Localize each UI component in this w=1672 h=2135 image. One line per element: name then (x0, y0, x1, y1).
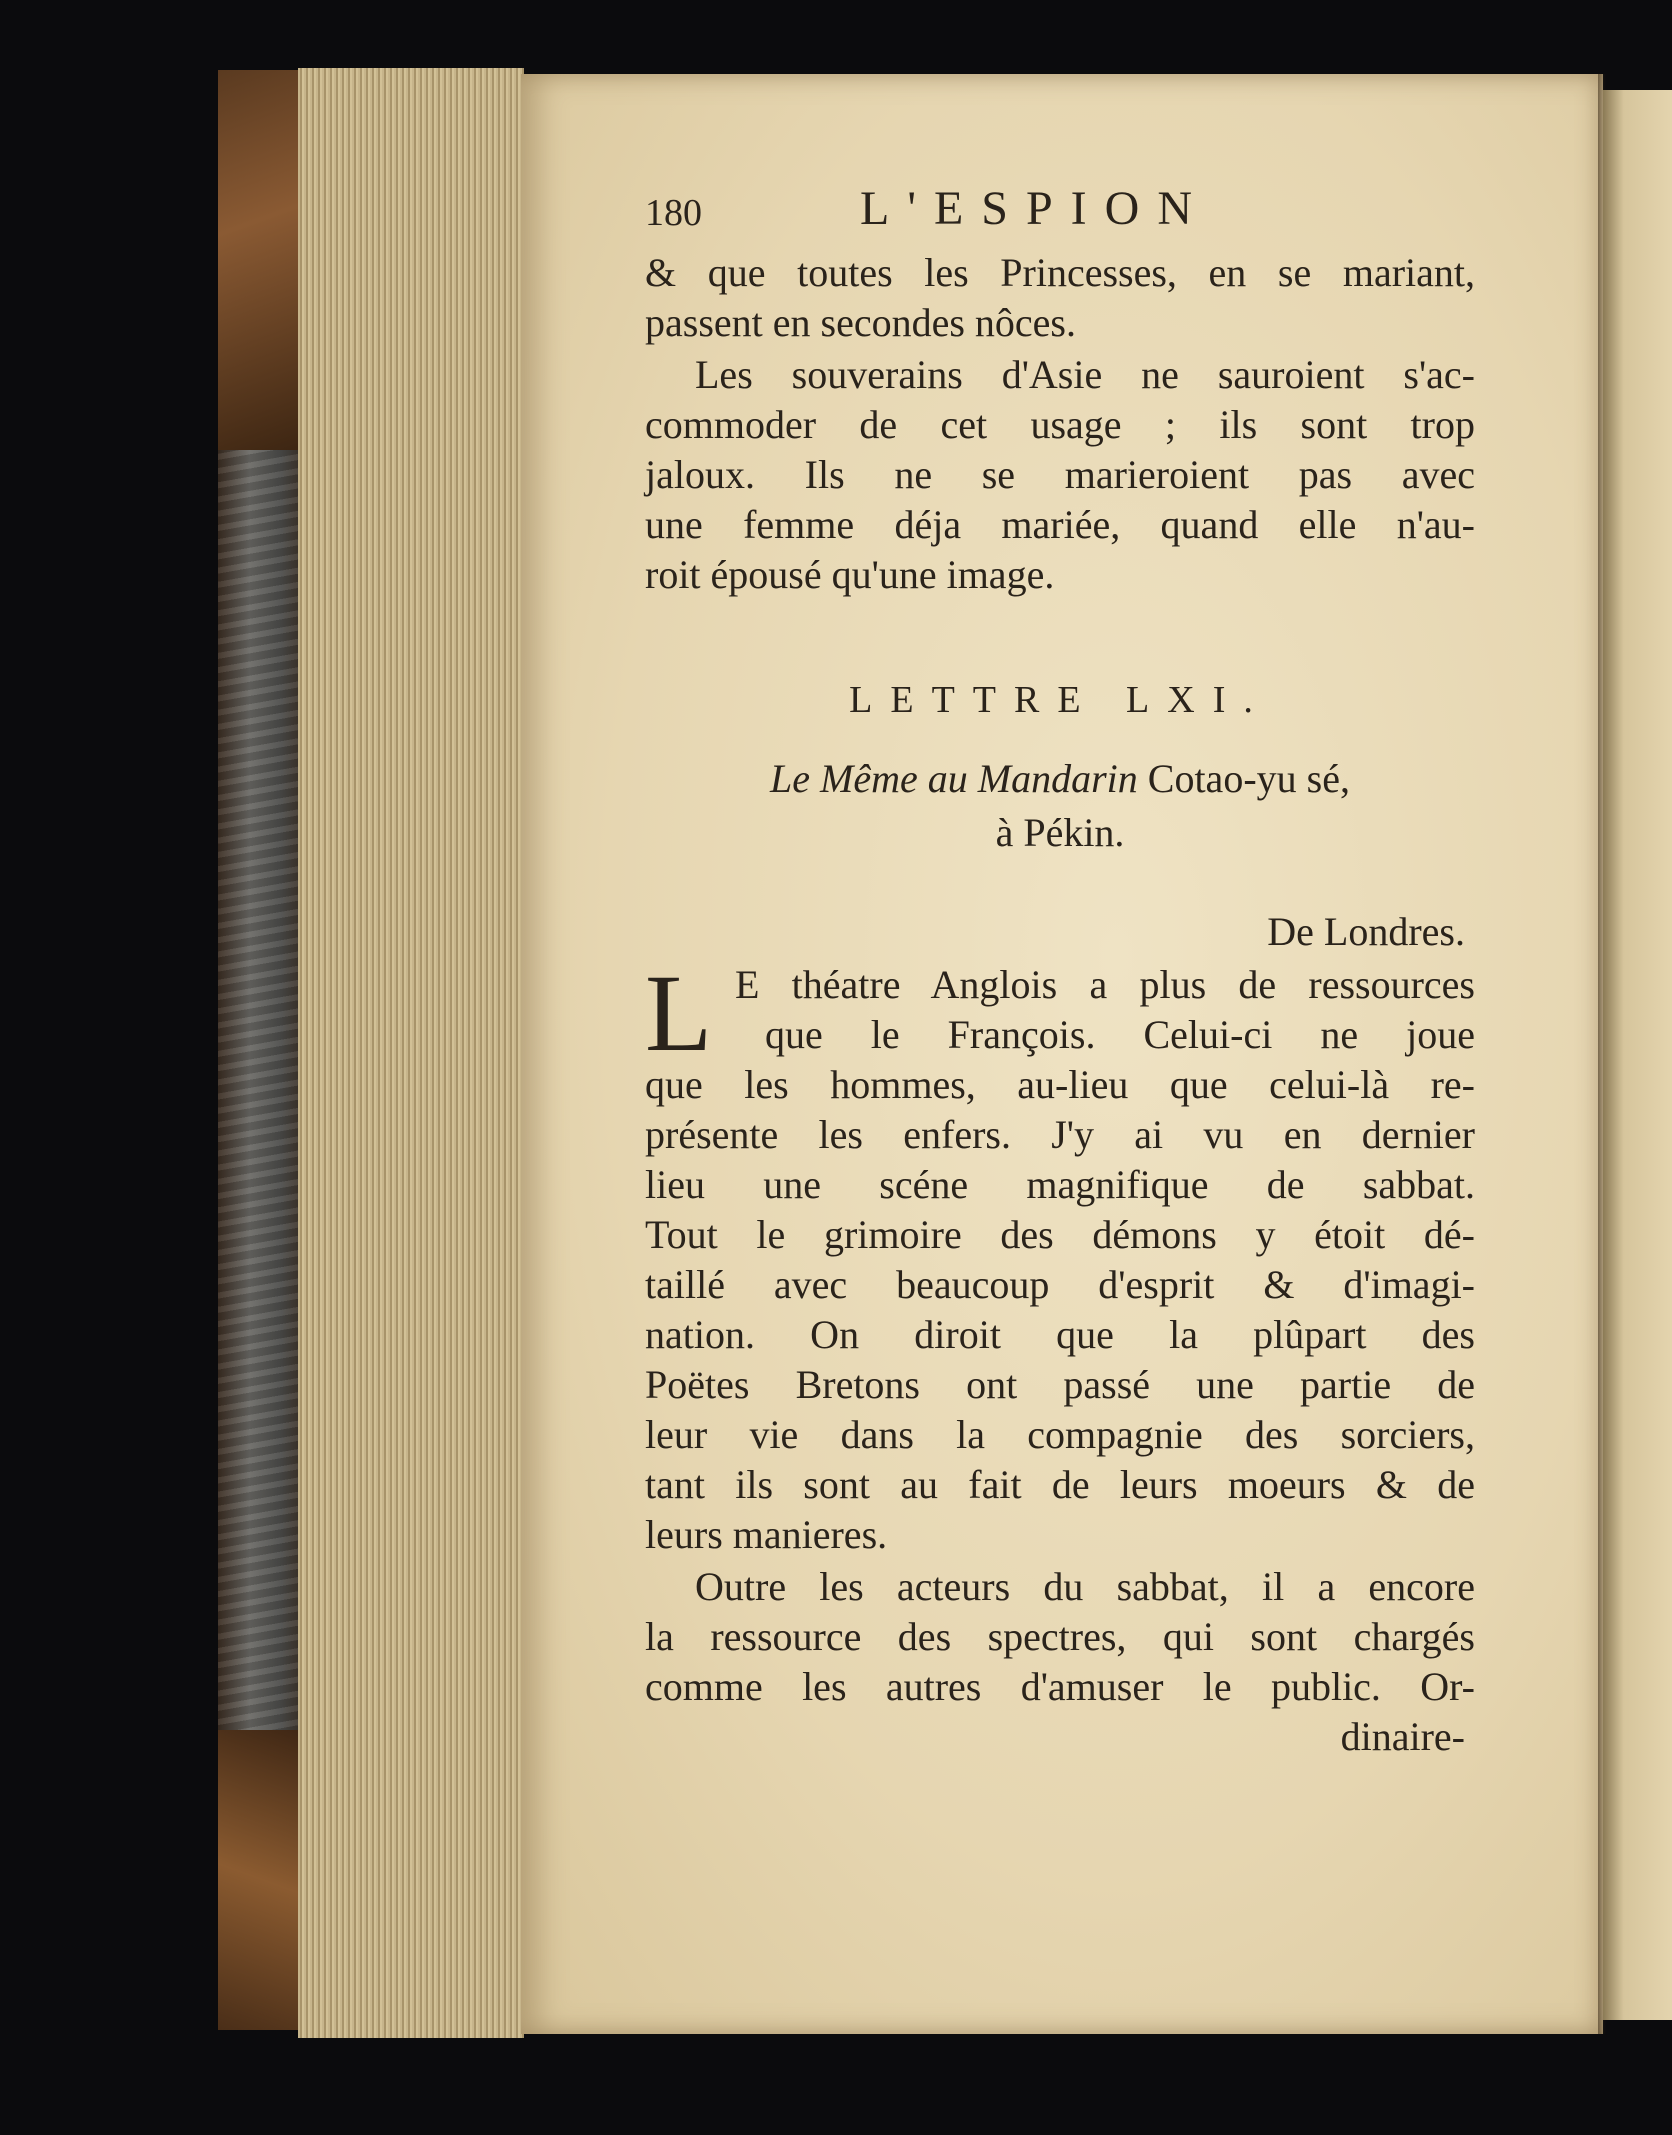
letter-place: De Londres. (1267, 909, 1465, 954)
page-edges (298, 68, 524, 2038)
text-line: Tout le grimoire des démons y étoit dé- (645, 1212, 1475, 1257)
text-line: Outre les acteurs du sabbat, il a encore (695, 1564, 1475, 1609)
letter-address (645, 752, 1475, 806)
text-line: roit épousé qu'une image. (645, 552, 1055, 597)
address-recipient: Cotao-yu sé, (1147, 756, 1350, 801)
text-line: & que toutes les Princesses, en se mariant, (645, 250, 1475, 295)
facing-page-edge (1603, 90, 1672, 2020)
text-line: Poëtes Bretons ont passé une partie de (645, 1362, 1475, 1407)
letter-title: LETTRE LXI. (849, 679, 1271, 721)
text-line: que le François. Celui-ci ne joue (765, 1012, 1475, 1057)
text-line: présente les enfers. J'y ai vu en dernier (645, 1112, 1475, 1157)
text-line: E théatre Anglois a plus de ressources (735, 962, 1475, 1007)
running-head: L'ESPION (860, 182, 1210, 235)
text-line: Les souverains d'Asie ne sauroient s'ac- (695, 352, 1475, 397)
text-line: taillé avec beaucoup d'esprit & d'imagi- (645, 1262, 1475, 1307)
text-line: commoder de cet usage ; ils sont trop (645, 402, 1475, 447)
text-line: jaloux. Ils ne se marieroient pas avec (645, 452, 1475, 497)
leather-corner-bottom (218, 1730, 308, 2030)
address-city: à Pékin. (995, 810, 1125, 855)
address-italic: Le Même au Mandarin (770, 756, 1138, 801)
text-line: la ressource des spectres, qui sont chargés (645, 1614, 1475, 1659)
text-line: lieu une scéne magnifique de sabbat. (645, 1162, 1475, 1207)
text-line: nation. On diroit que la plûpart des (645, 1312, 1475, 1357)
book-spine (218, 70, 308, 2030)
text-line: passent en secondes nôces. (645, 300, 1076, 345)
text-line: que les hommes, au-lieu que celui-là re- (645, 1062, 1475, 1107)
page-number: 180 (645, 192, 702, 234)
text-line: comme les autres d'amuser le public. Or- (645, 1664, 1475, 1709)
leather-corner-top (218, 70, 308, 450)
text-line: une femme déja mariée, quand elle n'au- (645, 502, 1475, 547)
text-line: tant ils sont au fait de leurs moeurs & de (645, 1462, 1475, 1507)
text-line: leurs manieres. (645, 1512, 888, 1557)
text-line: leur vie dans la compagnie des sorciers, (645, 1412, 1475, 1457)
catchword: dinaire- (1340, 1714, 1465, 1759)
drop-capital: L (645, 952, 713, 1074)
